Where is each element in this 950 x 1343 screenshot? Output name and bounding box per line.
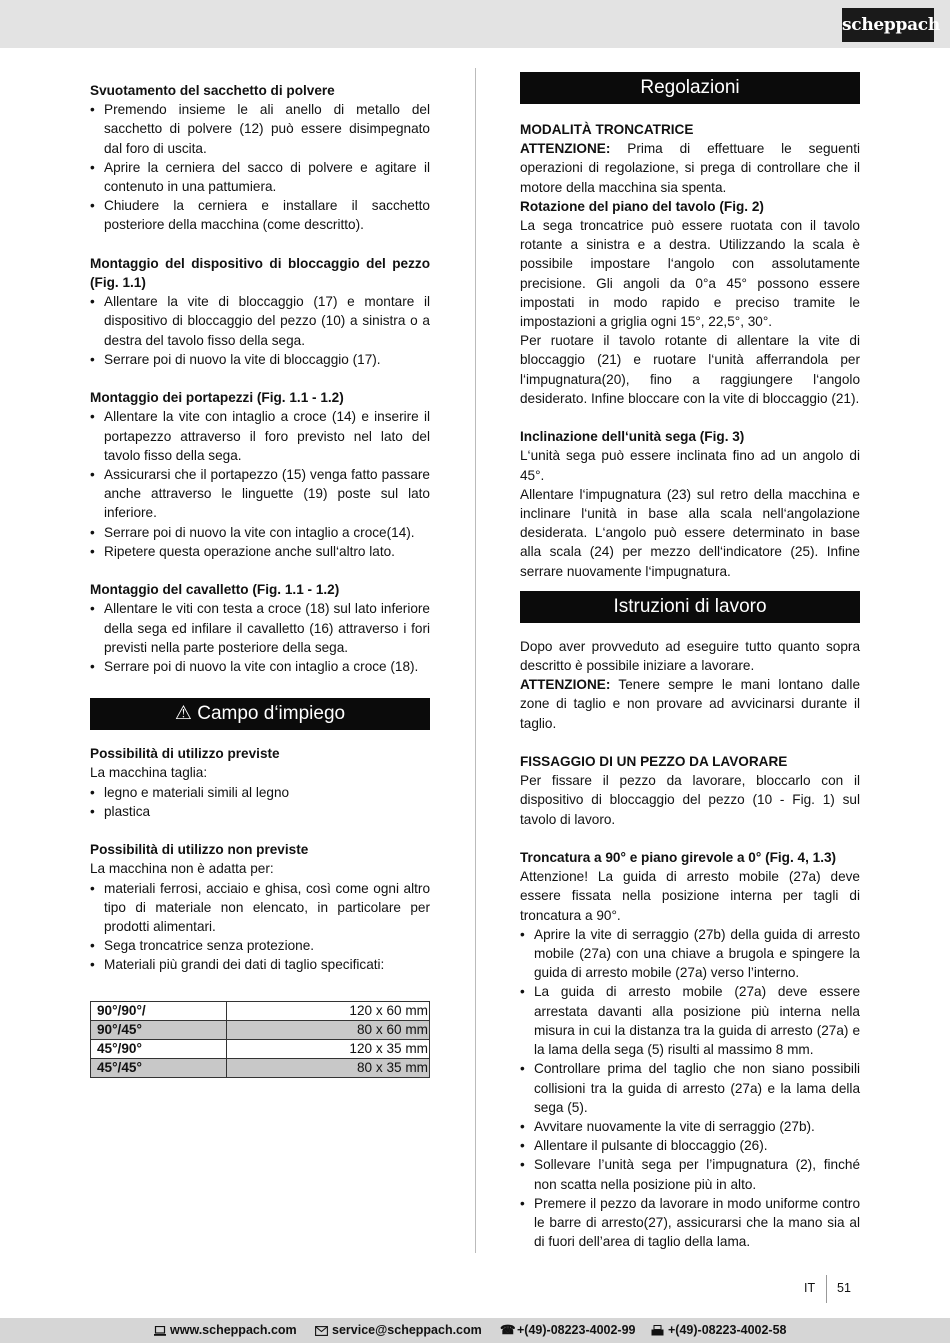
unintended-use-intro: La macchina non è adatta per: [90,861,274,877]
list-item: • Avvitare nuovamente la vite di serraggio (27b). [520,1117,860,1136]
list-item: • Allentare la vite di bloccaggio (17) e montare il dispositivo di bloccaggio del pezzo (10) a sinistra o a destra del tavolo fisso della sega. [90,292,430,350]
list-item: • materiali ferrosi, acciaio e ghisa, così come ogni altro tipo di materiale non elencato, in particolare per prodotti alimentari. [90,879,430,937]
rotation-heading: Rotazione del piano del tavolo (Fig. 2) [520,198,764,214]
cutting-heading: Troncatura a 90° e piano girevole a 0° (Fig. 4, 1.3) [520,850,837,866]
list-item: • Premere il pezzo da lavorare in modo uniforme contro le barre di arresto(27), assicurarsi che la mano sia al di fuori dell’area di taglio della lama. [520,1194,860,1252]
attention-label: ATTENZIONE: [520,141,611,157]
clamp-list [90,292,430,369]
table-cell: 45°/90° [91,1039,227,1058]
list-item: • La guida di arresto mobile (27a) deve essere arrestata davanti alla posizione più interna nella misura in cui la distanza tra la guida di arresto (27a) e la lama della sega (5) risulti al massimo 8 mm. [520,982,860,1059]
cut-dimensions-table [90,1001,430,1078]
mode-heading: MODALITÀ TRONCATRICE [520,122,694,137]
list-item: • Allentare il pulsante di bloccaggio (26). [520,1136,860,1155]
usage-banner: ⚠ Campo d‘impiego [90,698,430,730]
table-row [91,1039,430,1058]
clamp-heading: Montaggio del dispositivo di bloccaggio del pezzo (Fig. 1.1) [90,255,430,291]
website-link[interactable]: www.scheppach.com [170,1323,297,1337]
list-item: • Allentare la vite con intaglio a croce (14) e inserire il portapezzo attraverso il foro previsto nel lato del tavolo fisso della sega. [90,407,430,465]
fixing-heading: FISSAGGIO DI UN PEZZO DA LAVORARE [520,754,788,770]
intended-use-heading: Possibilità di utilizzo previste [90,746,280,762]
list-item: • Ripetere questa operazione anche sull‘altro lato. [90,542,430,561]
rotation-paragraph-1: La sega troncatrice può essere ruotata con il tavolo rotante a sinistra e a destra. Utilizzando la scala è possibile impostare l‘angolo con assolutamente precisione. Gli angoli da 0°a 45° possono essere impostati in modo rapido e preciso tramite le impostazioni a griglia ogni 15°, 22,5°, 30°. [520,218,860,330]
list-item: • Premendo insieme le ali anello di metallo del sacchetto di polvere (12) può essere disimpegnato dal foro di uscita. [90,100,430,158]
list-item: • Serrare poi di nuovo la vite con intaglio a croce(14). [90,523,430,542]
list-item: • plastica [90,802,430,821]
list-item: • Aprire la cerniera del sacco di polvere e agitare il contenuto in una pattumiera. [90,158,430,196]
rotation-paragraph-2: Per ruotare il tavolo rotante di allentare la vite di bloccaggio (21) e ruotare l‘unità afferrandola per l‘impugnatura(20), fino a raggiungere l‘angolo desiderato. Infine bloccare con la vite di bloccaggio (21). [520,333,860,406]
header-bar [0,0,950,48]
list-item: • Controllare prima del taglio che non siano possibili collisioni tra la guida di arresto (27a) e la lama della sega (5). [520,1059,860,1117]
list-item: • Serrare poi di nuovo la vite con intaglio a croce (18). [90,657,430,676]
unintended-use-list [90,879,430,975]
cutting-list [520,925,860,1251]
brand-logo: scheppach [842,8,934,42]
work-attention-label: ATTENZIONE: [520,677,611,693]
list-item: • Aprire la vite di serraggio (27b) della guida di arresto mobile (27a) con una chiave a brugola e spingere la guida di arresto mobile (27a) verso l’interno. [520,925,860,983]
dust-bag-list [90,100,430,234]
email-icon [315,1318,328,1343]
tilt-paragraph-2: Allentare l‘impugnatura (23) sul retro della macchina e inclinare l‘unità in base alla scala nell‘angolazione desiderata. L‘angolo può essere determinato in base alla scala (24) per mezzo dell‘indicatore (25). Infine serrare nuovamente l‘impugnatura. [520,486,860,579]
unintended-use-heading: Possibilità di utilizzo non previste [90,842,309,858]
table-row [91,1020,430,1039]
dust-bag-heading: Svuotamento del sacchetto di polvere [90,83,335,98]
settings-banner: Regolazioni [520,72,860,104]
stand-list [90,599,430,676]
left-column [90,81,430,1078]
work-attention-text: Tenere sempre le mani lontano dalle zone di taglio e non provare ad avvicinarsi durante il taglio. [520,677,860,731]
stand-heading: Montaggio del cavalletto (Fig. 1.1 - 1.2) [90,582,340,598]
table-cell: 80 x 35 mm [226,1058,429,1077]
list-item: • legno e materiali simili al legno [90,783,430,802]
table-cell: 120 x 35 mm [226,1039,429,1058]
table-row [91,1058,430,1077]
list-item: • Assicurarsi che il portapezzo (15) venga fatto passare anche attraverso le linguette (19) poste sul lato inferiore. [90,465,430,523]
table-cell: 45°/45° [91,1058,227,1077]
table-row [91,1001,430,1020]
intended-use-list [90,783,430,821]
fax-number: +(49)-08223-4002-58 [668,1323,787,1337]
list-item: • Materiali più grandi dei dati di taglio specificati: [90,955,430,974]
table-cell: 90°/45° [91,1020,227,1039]
attention-paragraph [520,139,860,197]
list-item: • Serrare poi di nuovo la vite di bloccaggio (17). [90,350,430,369]
list-item: • Sollevare l’unità sega per l’impugnatura (2), finché non scatta nella posizione più in alto. [520,1155,860,1193]
work-instructions-banner: Istruzioni di lavoro [520,591,860,623]
fax-icon [651,1318,664,1343]
list-item: • Sega troncatrice senza protezione. [90,936,430,955]
contact-bar [0,1318,950,1343]
list-item: • Chiudere la cerniera e installare il sacchetto posteriore della macchina (come descritto). [90,196,430,234]
table-cell: 90°/90°/ [91,1001,227,1020]
computer-icon [154,1318,166,1343]
table-cell: 80 x 60 mm [226,1020,429,1039]
cutting-paragraph: Attenzione! La guida di arresto mobile (27a) deve essere fissata nella posizione interna per tagli di troncatura a 90°. [520,869,860,923]
phone-number: +(49)-08223-4002-99 [517,1323,636,1337]
work-intro: Dopo aver provveduto ad eseguire tutto quanto sopra descritto è possibile iniziare a lavorare. [520,638,860,674]
right-column [520,72,860,1251]
page-number: 51 [837,1281,851,1295]
table-cell: 120 x 60 mm [226,1001,429,1020]
page-number-divider [826,1275,827,1303]
tilt-paragraph-1: L‘unità sega può essere inclinata fino ad un angolo di 45°. [520,448,860,483]
email-link[interactable]: service@scheppach.com [332,1323,482,1337]
holder-list [90,407,430,561]
intended-use-intro: La macchina taglia: [90,765,208,781]
work-attention [520,675,860,733]
phone-icon: ☎ [500,1323,516,1337]
list-item: • Allentare le viti con testa a croce (18) sul lato inferiore della sega ed infilare il cavalletto (16) attraverso i fori previsti nella parte posteriore della sega. [90,599,430,657]
holder-heading: Montaggio dei portapezzi (Fig. 1.1 - 1.2) [90,390,344,406]
attention-text: Prima di effettuare le seguenti operazioni di regolazione, si prega di controllare che il motore della macchina sia spenta. [520,141,860,195]
tilt-heading: Inclinazione dell‘unità sega (Fig. 3) [520,429,745,445]
fixing-paragraph: Per fissare il pezzo da lavorare, bloccarlo con il dispositivo di bloccaggio del pezzo (10 - Fig. 1) sul tavolo di lavoro. [520,773,860,827]
column-divider [475,68,476,1253]
language-code: IT [804,1281,816,1295]
